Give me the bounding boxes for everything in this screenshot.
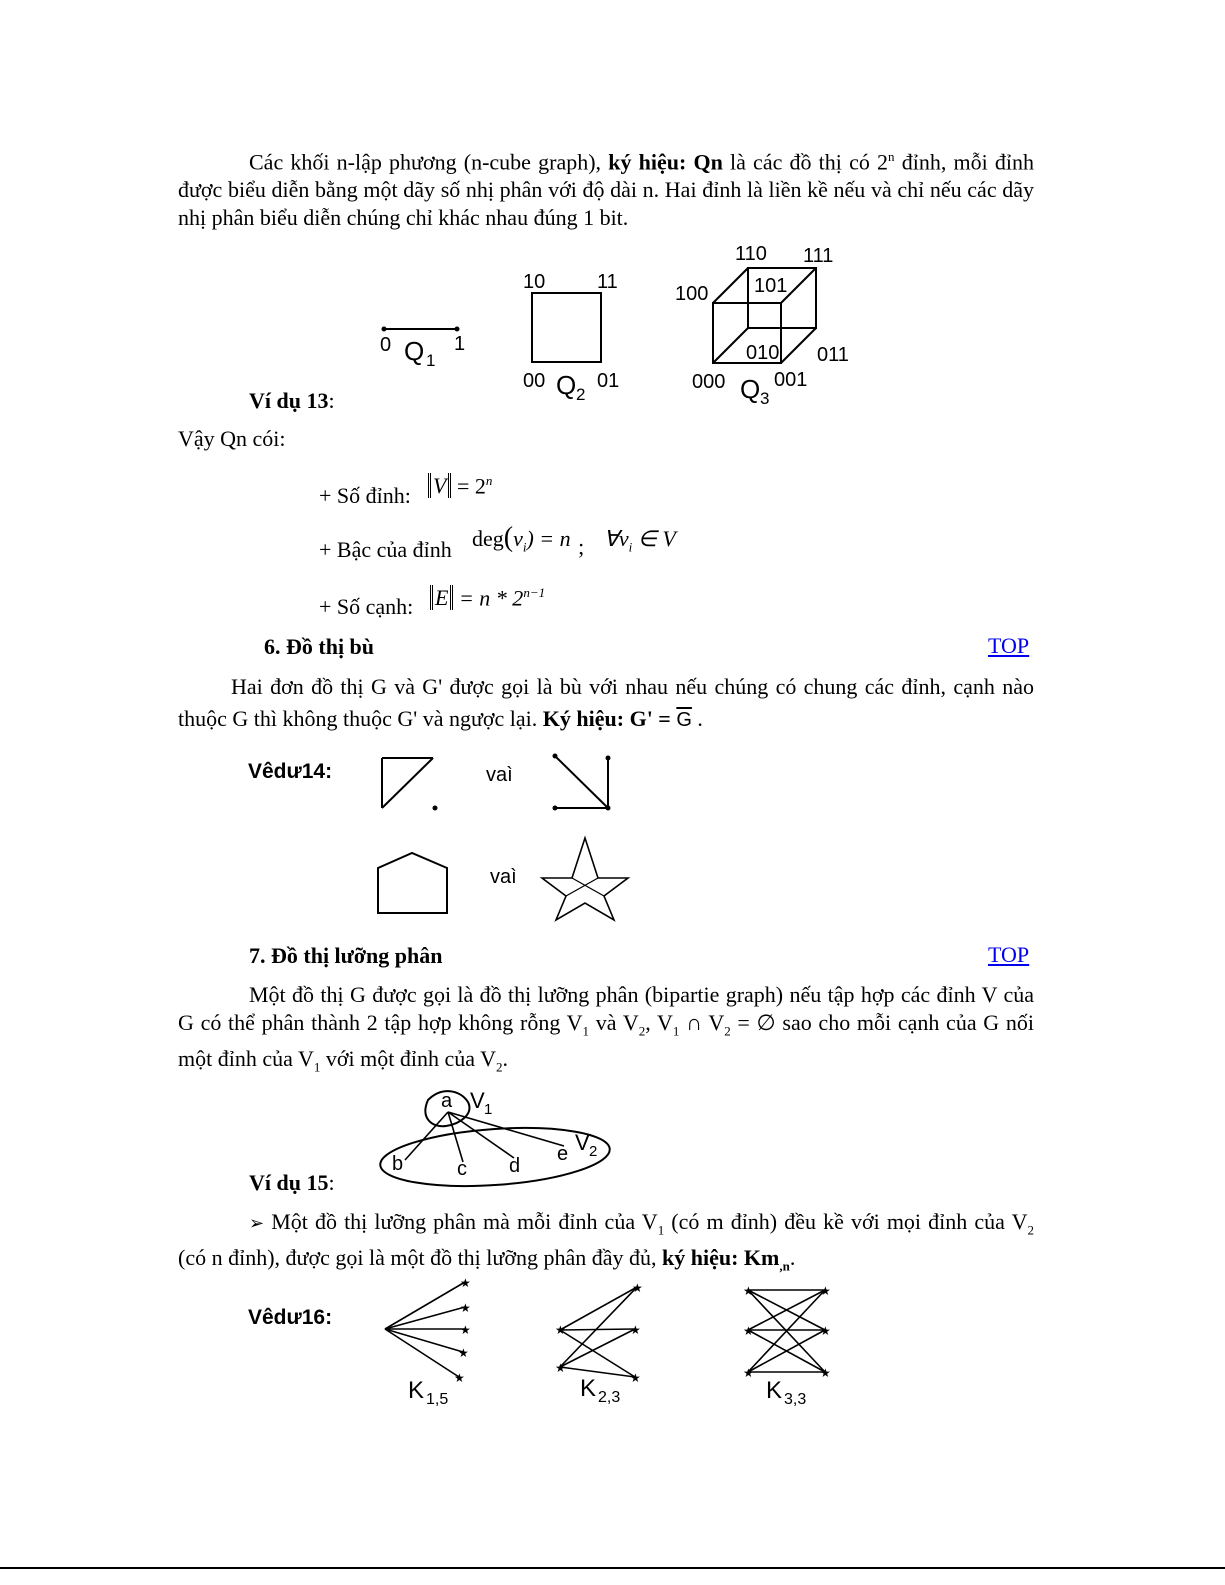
q3-sub: 3 — [760, 389, 770, 408]
vertex-a: a — [441, 1090, 453, 1112]
q3-label-011: 011 — [817, 344, 849, 366]
svg-text:★: ★ — [820, 1366, 831, 1380]
svg-text:★: ★ — [632, 1281, 643, 1295]
q1-vertex — [455, 327, 460, 332]
q1-vertex — [382, 327, 387, 332]
k33-sub: 3,3 — [784, 1391, 807, 1408]
svg-text:★: ★ — [630, 1323, 641, 1337]
svg-text:★: ★ — [555, 1361, 566, 1375]
and-label-1: vaì — [486, 764, 513, 786]
k33-name: K — [766, 1377, 783, 1404]
q3-label-110: 110 — [735, 243, 767, 265]
q3-label-001: 001 — [774, 369, 808, 391]
example-13-label: Ví dụ 13: — [249, 388, 335, 413]
set-v1-sub: 1 — [484, 1101, 493, 1118]
edges-formula: $E = n * 2^{n-1}$ — [430, 578, 545, 613]
section-7-paragraph: Một đồ thị G được gọi là đồ thị lưỡng phân (bipartie graph) nếu tập hợp các đỉnh V của G có thể phân thành 2 tập hợp không rỗng $V_1$ và $V_2$, $V_1$ ∩ $V_2$ = ∅ sao cho mỗi cạnh của G nối một đỉnh của $V_1$ với một đỉnh của $V_2$. — [178, 982, 1034, 1075]
q2-name: Q — [556, 370, 577, 400]
svg-text:★: ★ — [460, 1301, 471, 1315]
complete-bipartite-paragraph: ➢ Một đồ thị lưỡng phân mà mỗi đỉnh của $V_1$ (có m đỉnh) đều kề với mọi đỉnh của $V_2$ (có n đỉnh), được gọi là một đồ thị lưỡng phân đầy đủ, ký hiệu: $Km_{,n}$. — [178, 1209, 1034, 1274]
example-15-label: Ví dụ 15: — [249, 1170, 335, 1195]
top-link[interactable]: TOP — [988, 942, 1030, 967]
q1-sub: 1 — [426, 351, 436, 370]
k15-name: K — [408, 1377, 425, 1404]
q3-label-010: 010 — [746, 342, 780, 364]
vertices-formula: $V = 2^n$ — [428, 466, 492, 501]
q1-label-1: 1 — [454, 333, 466, 355]
q3-label-101: 101 — [754, 275, 788, 297]
vertex-c: c — [457, 1158, 467, 1180]
intro-paragraph: Các khối n-lập phương (n-cube graph), ký hiệu: Qn là các đồ thị có 2$^n$ đỉnh, mỗi đỉnh được biểu diễn bằng một dãy số nhị phân với độ dài n. Hai đỉnh là liền kề nếu và chỉ nếu các dãy nhị phân biểu diễn chúng chỉ khác nhau đúng 1 bit. — [178, 149, 1034, 231]
q3-label-000: 000 — [692, 371, 726, 393]
k23-sub: 2,3 — [598, 1389, 621, 1406]
degree-label: + Bậc của đỉnh — [319, 537, 452, 562]
section-7-title: 7. Đồ thị lưỡng phân — [249, 943, 443, 968]
section-6-title: 6. Đồ thị bù — [264, 634, 375, 659]
svg-text:★: ★ — [454, 1371, 465, 1385]
k15-sub: 1,5 — [426, 1391, 449, 1408]
vertex-b: b — [392, 1153, 404, 1175]
set-v2: V — [575, 1130, 590, 1155]
svg-text:★: ★ — [460, 1323, 471, 1337]
page-bottom-border — [0, 1567, 1225, 1569]
q2-label-01: 01 — [597, 370, 620, 392]
k23-name: K — [580, 1375, 597, 1402]
complement-figure — [370, 748, 640, 928]
set-v2-sub: 2 — [589, 1143, 598, 1160]
q3-name: Q — [740, 374, 761, 404]
vertex-d: d — [509, 1155, 521, 1177]
degree-formula: $deg(v_i) = n$ ; $\forall v_i$ ∈ V — [472, 522, 676, 559]
svg-text:★: ★ — [743, 1324, 754, 1338]
svg-text:★: ★ — [555, 1323, 566, 1337]
example-16-label: Vêdư16: — [248, 1306, 333, 1329]
vertices-label: + Số đỉnh: — [319, 483, 411, 508]
q1-label-0: 0 — [380, 334, 392, 356]
set-v1: V — [470, 1088, 485, 1113]
svg-text:★: ★ — [458, 1346, 469, 1360]
q3-label-100: 100 — [675, 283, 709, 305]
vertex-e: e — [557, 1143, 569, 1165]
q1-name: Q — [404, 336, 425, 366]
q2-sub: 2 — [576, 385, 586, 404]
svg-text:★: ★ — [743, 1284, 754, 1298]
svg-text:★: ★ — [820, 1284, 831, 1298]
q2-label-00: 00 — [523, 370, 546, 392]
top-link[interactable]: TOP — [988, 633, 1030, 658]
svg-text:★: ★ — [630, 1371, 641, 1385]
example-14-label: Vêdư14: — [248, 760, 333, 783]
edges-label: + Số cạnh: — [319, 594, 414, 619]
bipartite-figure — [370, 1082, 620, 1192]
n-cube-figure — [370, 236, 870, 411]
svg-text:★: ★ — [743, 1366, 754, 1380]
svg-text:★: ★ — [820, 1324, 831, 1338]
q2-label-11: 11 — [597, 271, 618, 293]
complete-bipartite-figure — [370, 1272, 850, 1412]
q2-square — [532, 293, 601, 362]
and-label-2: vaì — [490, 866, 517, 888]
svg-text:★: ★ — [460, 1276, 471, 1290]
summary-intro: Vậy Qn cói: — [178, 426, 286, 451]
section-6-paragraph: Hai đơn đồ thị G và G' được gọi là bù với nhau nếu chúng có chung các đỉnh, cạnh nào thuộc G thì không thuộc G' và ngược lại. Ký hiệu: $G' = \overline{G}$ . — [178, 674, 1034, 731]
q3-label-111: 111 — [803, 245, 834, 267]
q2-label-10: 10 — [523, 271, 546, 293]
